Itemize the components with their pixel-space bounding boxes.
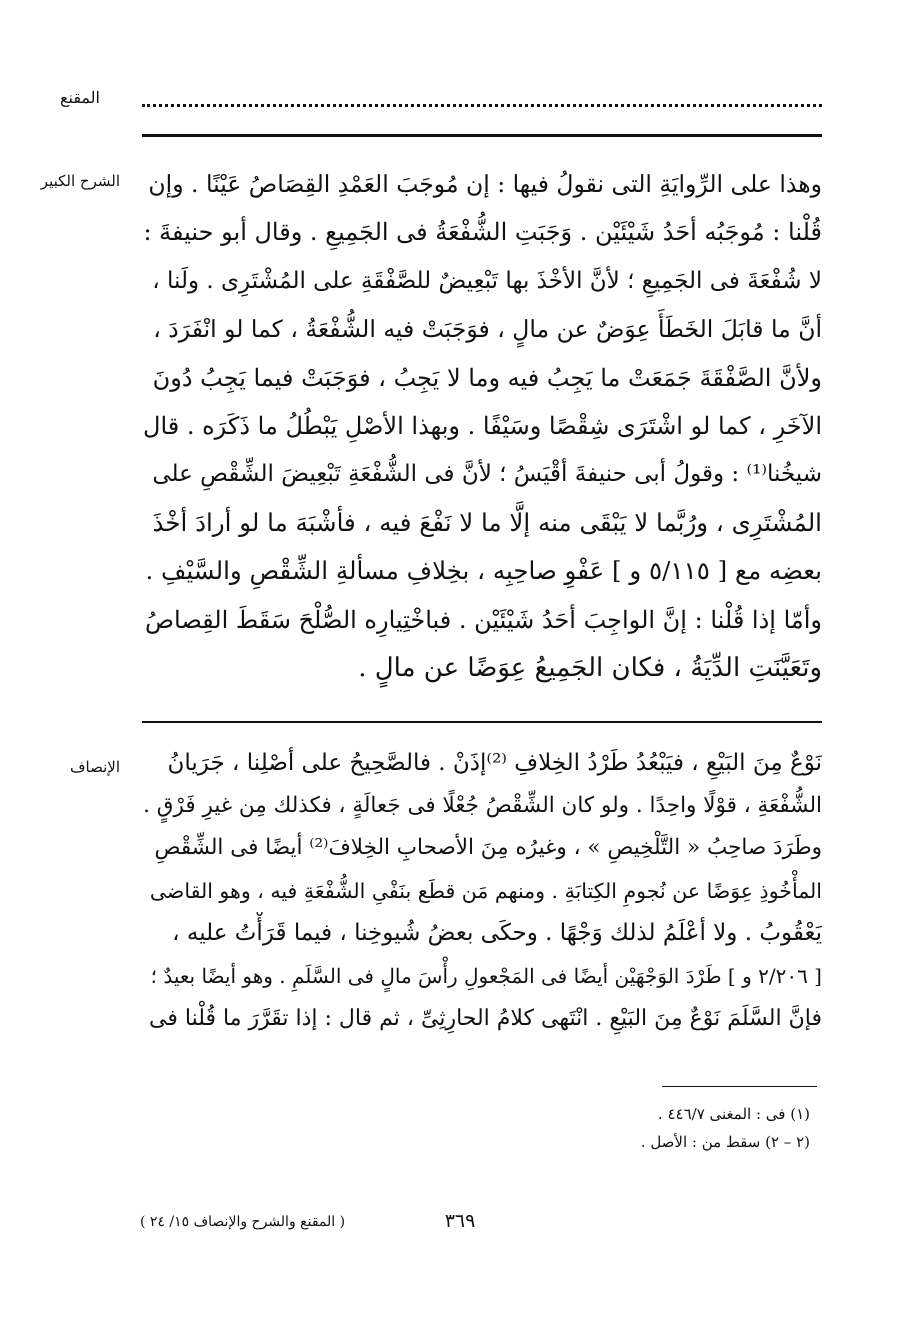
- header-rule: [142, 134, 822, 137]
- text-line: قُلْنا : مُوجَبُه أحَدُ شَيْئَيْن . وَجَبَتِ الشُّفْعَةُ فى الجَمِيعِ . وقال أبو حنيفةَ :: [143, 218, 822, 247]
- sharh-text-block: [142, 160, 822, 692]
- footnote-rule: [662, 1086, 817, 1087]
- text-line: المأْخُوذِ عِوَضًا عن نُجومِ الكِتابَةِ . ومنهم مَن قطَع بنَفْىِ الشُّفْعَةِ فيه ، وهو القاضى: [149, 878, 822, 903]
- header-dotted-leader: [142, 90, 822, 107]
- page-number: ٣٦٩: [444, 1210, 476, 1232]
- footnotes: [560, 1100, 810, 1156]
- footnote: (١) فى : المغنى ٤٤٦/٧ .: [657, 1105, 810, 1123]
- text-line: وطَرَدَ صاحِبُ « التَّلْخِيصِ » ، وغيرُه مِنَ الأصحابِ الخِلافَ⁽²⁾ أيضًا فى الشِّقْصِ: [154, 835, 822, 861]
- section-label-insaf: الإنصاف: [69, 758, 120, 776]
- text-line: بعضِه مع [ ٥/١١٥ و ] عَفْوِ صاحِبِه ، بخِلافِ مسألةِ الشِّقْصِ والسَّيْفِ .: [145, 556, 822, 586]
- volume-reference: ( المقنع والشرح والإنصاف ١٥/ ٢٤ ): [140, 1214, 346, 1230]
- running-header-title: المقنع: [59, 88, 100, 107]
- text-line: ولأنَّ الصَّفْقَةَ جَمَعَتْ ما يَجِبُ فيه وما لا يَجِبُ ، فوَجَبَتْ فيما يَجِبُ دُونَ: [152, 363, 822, 392]
- section-divider: [142, 721, 822, 723]
- section-label-sharh: الشرح الكبير: [40, 172, 120, 190]
- text-line: وأمّا إذا قُلْنا : إنَّ الواجِبَ أحَدُ شَيْئَيْن . فباخْتِيارِه الصُّلْحَ سَقَطَ القِصاصُ: [145, 605, 822, 634]
- text-line: الشُّفْعَةِ ، قوْلًا واحِدًا . ولو كان الشِّقْصُ جُعْلًا فى جَعالَةٍ ، فكذلك مِن غيرِ فَرْقٍ .: [143, 792, 822, 818]
- text-line: أنَّ ما قابَلَ الخَطَأَ عِوَضٌ عن مالٍ ، فوَجَبَتْ فيه الشُّفْعَةُ ، كما لو انْفَرَدَ ،: [153, 315, 822, 344]
- text-line: فإنَّ السَّلَمَ نَوْعٌ مِنَ البَيْعِ . انْتَهى كلامُ الحارِثِىِّ ، ثم قال : إذا تقَرَّرَ ما قُلْنا فى: [149, 1005, 822, 1031]
- text-line: وتَعَيَّنَتِ الدِّيَةُ ، فكان الجَمِيعُ عِوَضًا عن مالٍ .: [358, 653, 822, 684]
- text-line: المُشْتَرِى ، ورُبَّما لا يَبْقَى منه إلَّا ما لا نَفْعَ فيه ، فأشْبَهَ ما لو أرادَ أخْذَ: [152, 507, 822, 537]
- text-line: يَعْقُوبُ . ولا أعْلَمُ لذلك وَجْهًا . وحكَى بعضُ شُيوخِنا ، فيما قَرَأْتُ عليه ،: [172, 920, 822, 947]
- footnote: (٢ – ٢) سقط من : الأصل .: [640, 1133, 810, 1151]
- text-line: شيخُنا⁽¹⁾ : وقولُ أبى حنيفةَ أقْيَسُ ؛ لأنَّ فى الشُّفْعَةِ تَبْعِيضَ الشِّقْصِ على: [152, 461, 822, 488]
- text-line: وهذا على الرِّوايَةِ التى نقولُ فيها : إن مُوجَبَ العَمْدِ القِصَاصُ عَيْنًا . وإن: [148, 170, 822, 198]
- text-line: [ ٢/٢٠٦ و ] طَرْدَ الوَجْهَيْن أيضًا فى المَجْعولِ رأْسَ مالٍ فى السَّلَمِ . وهو أيضًا بعيدٌ ؛: [150, 963, 822, 988]
- insaf-text-block: [142, 742, 822, 1040]
- text-line: الآخَرِ ، كما لو اشْتَرَى شِقْصًا وسَيْفًا . وبهذا الأصْلِ يَبْطُلُ ما ذَكَرَه . قال: [143, 412, 822, 441]
- text-line: لا شُفْعَةَ فى الجَمِيعِ ؛ لأنَّ الأخْذَ بها تَبْعِيضٌ للصَّفْقَةِ على المُشْتَرِى . ولَنا ،: [152, 267, 822, 294]
- text-line: نَوْعٌ مِنَ البَيْعِ ، فيَبْعُدُ طَرْدُ الخِلافِ ⁽²⁾إذَنْ . فالصَّحِيحُ على أصْلِنا ، جَرَيانُ: [167, 750, 822, 776]
